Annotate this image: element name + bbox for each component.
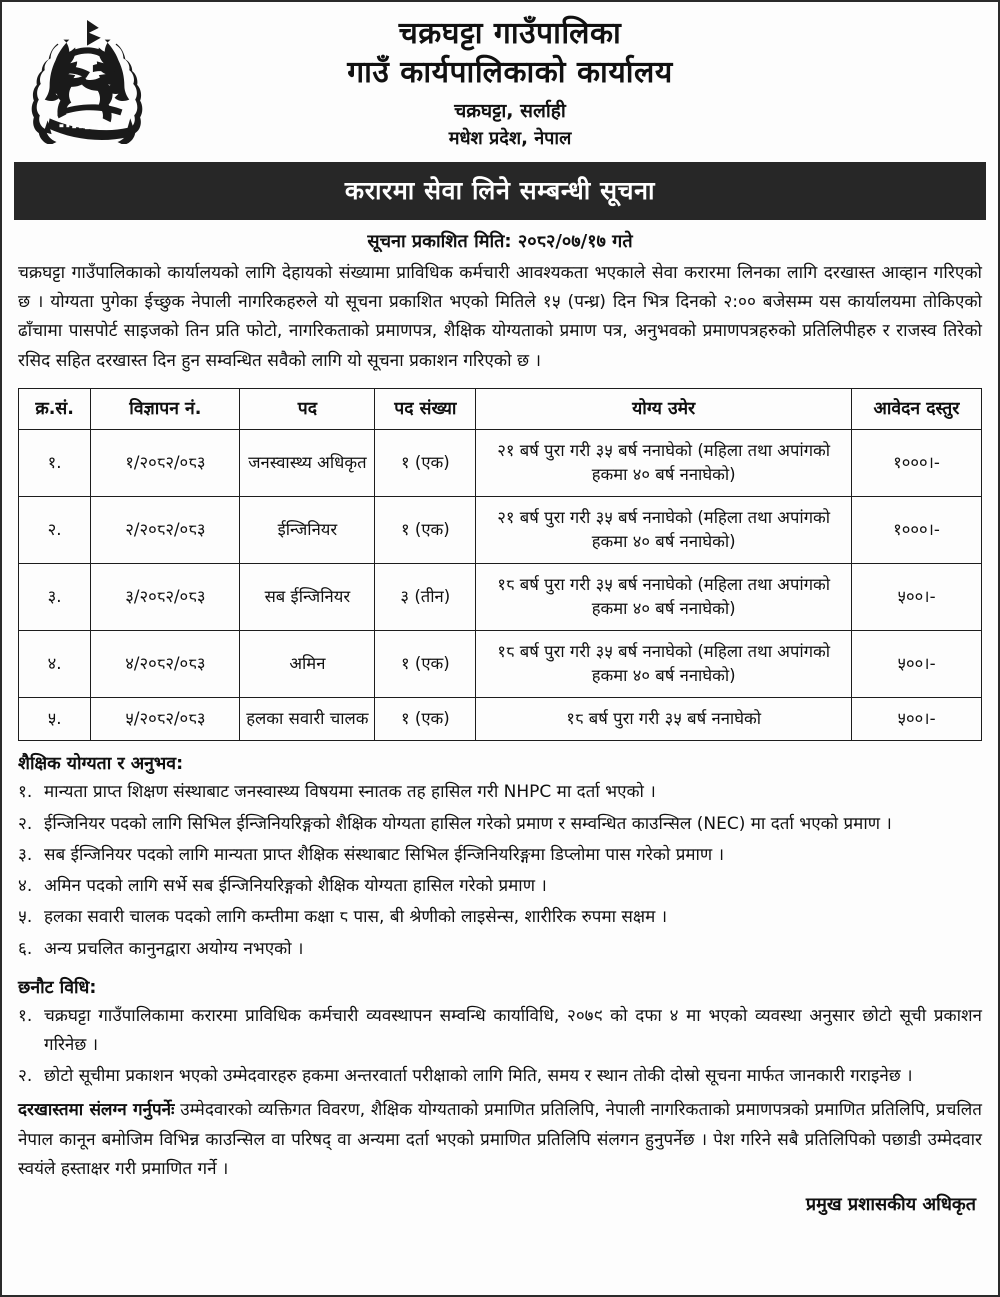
cell-sn: ३. [19,564,91,631]
cell-sn: ४. [19,631,91,698]
table-row [19,497,982,564]
cell-ad-no: ३/२०८२/०८३ [91,564,240,631]
office-location: चक्रघट्टा, सर्लाही [454,99,566,122]
list-item-text: हलका सवारी चालक पदको लागि कम्तीमा कक्षा ८ पास, बी श्रेणीको लाइसेन्स, शारीरिक रुपमा सक्षम । [44,907,668,928]
qualification-item [18,840,982,871]
document-header [2,2,998,162]
col-header-sn: क्र.सं. [19,388,91,429]
municipality-emblem-icon [28,16,146,144]
cell-age: २१ बर्ष पुरा गरी ३५ बर्ष ननाघेको (महिला तथा अपांगको हकमा ४० बर्ष ननाघेको) [476,497,852,564]
attachments-paragraph [18,1096,982,1184]
cell-age: १८ बर्ष पुरा गरी ३५ बर्ष ननाघेको (महिला तथा अपांगको हकमा ४० बर्ष ननाघेको) [476,631,852,698]
attachments-label: दरखास्तमा संलग्न गर्नुपर्नेः [18,1100,175,1121]
col-header-num: पद संख्या [375,388,476,429]
cell-age: १८ बर्ष पुरा गरी ३५ बर्ष ननाघेको (महिला तथा अपांगको हकमा ४० बर्ष ननाघेको) [476,564,852,631]
list-marker: २. [18,1066,33,1087]
selection-item [18,1001,982,1061]
cell-post: अमिन [240,631,375,698]
qualifications-heading: शैक्षिक योग्यता र अनुभव: [18,754,184,775]
cell-post: जनस्वास्थ्य अधिकृत [240,429,375,496]
cell-fee: ५००।- [851,564,981,631]
signature-designation: प्रमुख प्रशासकीय अधिकृत [805,1194,976,1216]
qualification-item [18,871,982,902]
cell-fee: ५००।- [851,698,981,741]
cell-vacancies: १ (एक) [375,497,476,564]
qualification-item [18,809,982,840]
list-item-text: अमिन पदको लागि सर्भे सब ईन्जिनियरिङ्गको शैक्षिक योग्यता हासिल गरेको प्रमाण । [44,876,547,897]
qualification-item [18,934,982,965]
cell-sn: ५. [19,698,91,741]
header-title-block [172,10,998,152]
list-item-text: ईन्जिनियर पदको लागि सिभिल ईन्जिनियरिङ्गको शैक्षिक योग्यता हासिल गरेको प्रमाण र सम्वन्धित काउन्सिल (NEC) मा दर्ता भएको प्रमाण । [44,813,892,834]
cell-post: ईन्जिनियर [240,497,375,564]
list-marker: ६. [18,938,33,959]
cell-post: हलका सवारी चालक [240,698,375,741]
emblem-container [2,10,172,144]
list-marker: १. [18,1005,33,1026]
qualifications-list [18,777,982,964]
selection-section [18,972,982,1093]
table-row [19,631,982,698]
list-item-text: छोटो सूचीमा प्रकाशन भएको उम्मेदवारहरु हकमा अन्तरवार्ता परीक्षाको लागि मिति, समय र स्थान तोकी दोस्रो सूचना मार्फत जानकारी गराइनेछ । [44,1066,913,1087]
cell-age: २१ बर्ष पुरा गरी ३५ बर्ष ननाघेको (महिला तथा अपांगको हकमा ४० बर्ष ननाघेको) [476,429,852,496]
list-item-text: अन्य प्रचलित कानुनद्वारा अयोग्य नभएको । [44,938,304,959]
organization-name: चक्रघट्टा गाउँपालिका [398,16,622,51]
vacancy-table-container [18,388,982,741]
cell-vacancies: ३ (तीन) [375,564,476,631]
cell-vacancies: १ (एक) [375,429,476,496]
list-marker: ५. [18,907,33,928]
cell-vacancies: १ (एक) [375,631,476,698]
list-marker: ३. [18,844,33,865]
cell-ad-no: २/२०८२/०८३ [91,497,240,564]
publication-date: सूचना प्रकाशित मिति: २०८२/०७/१७ गते [367,231,633,252]
cell-sn: २. [19,497,91,564]
selection-list [18,1001,982,1093]
col-header-post: पद [240,388,375,429]
cell-post: सब ईन्जिनियर [240,564,375,631]
cell-ad-no: १/२०८२/०८३ [91,429,240,496]
list-marker: २. [18,813,33,834]
cell-sn: १. [19,429,91,496]
selection-item [18,1061,982,1092]
cell-ad-no: ५/२०८२/०८३ [91,698,240,741]
table-header-row [19,388,982,429]
cell-fee: १०००।- [851,429,981,496]
office-province: मधेश प्रदेश, नेपाल [448,128,572,149]
cell-fee: ५००।- [851,631,981,698]
cell-fee: १०००।- [851,497,981,564]
vacancy-table [18,388,982,741]
list-item-text: सब ईन्जिनियर पदको लागि मान्यता प्राप्त शैक्षिक संस्थाबाट सिभिल ईन्जिनियरिङ्गमा डिप्लोमा पास गरेको प्रमाण । [44,844,725,865]
col-header-fee: आवेदन दस्तुर [851,388,981,429]
cell-vacancies: १ (एक) [375,698,476,741]
cell-age: १८ बर्ष पुरा गरी ३५ बर्ष ननाघेको [476,698,852,741]
list-item-text: चक्रघट्टा गाउँपालिकामा करारमा प्राविधिक कर्मचारी व्यवस्थापन सम्वन्धि कार्याविधि, २०७९ को दफा ४ मा भएको व्यवस्था अनुसार छोटो सूची प्रकाशन गरिनेछ । [44,1005,982,1055]
qualification-item [18,902,982,933]
table-row [19,698,982,741]
notice-title-banner: करारमा सेवा लिने सम्बन्धी सूचना [14,162,986,220]
list-marker: १. [18,782,33,803]
col-header-age: योग्य उमेर [476,388,852,429]
selection-heading: छनौट विधि: [18,977,97,998]
table-row [19,429,982,496]
list-item-text: मान्यता प्राप्त शिक्षण संस्थाबाट जनस्वास्थ्य विषयमा स्नातक तह हासिल गरी NHPC मा दर्ता भएको । [44,782,656,803]
qualification-item [18,777,982,808]
table-row [19,564,982,631]
intro-paragraph: चक्रघट्टा गाउँपालिकाको कार्यालयको लागि देहायको संख्यामा प्राविधिक कर्मचारी आवश्यकता भएकाले सेवा करारमा लिनका लागि दरखास्त आव्हान गरिएको छ । योग्यता पुगेका ईच्छुक नेपाली नागरिकहरुले यो सूचना प्रकाशित भएको मितिले १५ (पन्ध्र) दिन भित्र दिनको २:०० बजेसम्म यस कार्यालयमा तोकिएको ढाँचामा पासपोर्ट साइजको तिन प्रति फोटो, नागरिकताको प्रमाणपत्र, शैक्षिक योग्यताको प्रमाण पत्र, अनुभवको प्रमाणपत्रहरुको प्रतिलिपीहरु र राजस्व तिरेको रसिद सहित दरखास्त दिन हुन सम्वन्धित सवैको लागि यो सूचना प्रकाशन गरिएको छ । [18,263,982,371]
qualifications-section [18,748,982,964]
col-header-ad: विज्ञापन नं. [91,388,240,429]
list-marker: ४. [18,876,33,897]
cell-ad-no: ४/२०८२/०८३ [91,631,240,698]
attachments-text: उम्मेदवारको व्यक्तिगत विवरण, शैक्षिक योग्यताको प्रमाणित प्रतिलिपि, नेपाली नागरिकताको प्रमाणपत्रको प्रमाणित प्रतिलिपि, प्रचलित नेपाल कानून बमोजिम विभिन्न काउन्सिल वा परिषद् वा अन्यमा दर्ता भएको प्रमाणित प्रतिलिपि संलगन हुनुपर्नेछ । पेश गरिने सबै प्रतिलिपिको पछाडी उम्मेदवार स्वयंले हस्ताक्षर गरी प्रमाणित गर्ने । [18,1100,983,1179]
office-name: गाउँ कार्यपालिकाको कार्यालय [347,55,673,90]
